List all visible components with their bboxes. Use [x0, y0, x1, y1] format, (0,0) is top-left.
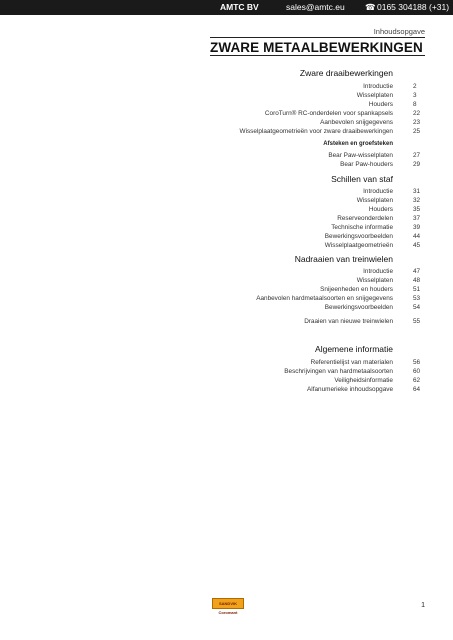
toc-entry[interactable]: Introductie 31 [363, 188, 421, 195]
subsection-title-parting-grooving: Afsteken en groefsteken [323, 141, 393, 147]
page-title: ZWARE METAALBEWERKINGEN [210, 40, 423, 55]
toc-entry[interactable]: Bear Paw-houders 29 [340, 161, 421, 168]
toc-entry[interactable]: Aanbevolen snijgegevens 23 [320, 119, 421, 126]
page-number: 1 [421, 602, 425, 609]
toc-entry[interactable]: Technische informatie 39 [331, 224, 421, 231]
toc-entry[interactable]: Draaien van nieuwe treinwielen 55 [304, 318, 421, 325]
toc-entry[interactable]: Veiligheidsinformatie 62 [334, 377, 421, 384]
toc-entry[interactable]: Introductie 2 [363, 83, 417, 90]
title-bottom-rule [210, 55, 425, 56]
toc-entry[interactable]: Wisselplaatgeometrieën 45 [324, 242, 421, 249]
section-title-general-info: Algemene informatie [315, 344, 393, 354]
toc-entry[interactable]: Bewerkingsvoorbeelden 44 [324, 233, 421, 240]
toc-entry[interactable]: Houders 8 [368, 101, 417, 108]
toc-entry[interactable]: Houders 35 [368, 206, 421, 213]
toc-entry[interactable]: Snijeenheden en houders 51 [320, 286, 421, 293]
toc-label: Inhoudsopgave [373, 27, 425, 36]
toc-entry[interactable]: Aanbevolen hardmetaalsoorten en snijgegevens 53 [256, 295, 421, 302]
section-title-train-wheels: Nadraaien van treinwielen [294, 254, 393, 264]
section-title-heavy-turning: Zware draaibewerkingen [299, 68, 393, 78]
company-name: AMTC BV [220, 2, 259, 12]
phone-icon: ☎ [365, 2, 376, 12]
toc-entry[interactable]: Wisselplaten 48 [356, 277, 421, 284]
toc-entry[interactable]: Bewerkingsvoorbeelden 54 [324, 304, 421, 311]
toc-entry[interactable]: Wisselplaten 32 [356, 197, 421, 204]
title-top-rule [210, 37, 425, 38]
toc-entry[interactable]: Bear Paw-wisselplaten 27 [328, 152, 421, 159]
toc-entry[interactable]: Alfanumerieke inhoudsopgave 64 [307, 386, 421, 393]
phone-number: 0165 304188 (+31) [377, 2, 450, 12]
section-title-bar-peeling: Schillen van staf [331, 174, 393, 184]
toc-entry[interactable]: Beschrijvingen van hardmetaalsoorten 60 [284, 368, 421, 375]
toc-entry[interactable]: Wisselplaatgeometrieën voor zware draaibewerkingen 25 [239, 128, 421, 135]
email-link[interactable]: sales@amtc.eu [286, 2, 345, 12]
toc-entry[interactable]: Wisselplaten 3 [356, 92, 417, 99]
toc-entry[interactable]: Introductie 47 [363, 268, 421, 275]
sandvik-logo: SANDVIK Coromant [212, 598, 244, 609]
toc-entry[interactable]: Referentielijst van materialen 56 [310, 359, 421, 366]
contact-bar [0, 0, 453, 15]
toc-entry[interactable]: Reserveonderdelen 37 [337, 215, 421, 222]
toc-entry[interactable]: CoroTurn® RC-onderdelen voor spankapsels 22 [264, 110, 421, 117]
